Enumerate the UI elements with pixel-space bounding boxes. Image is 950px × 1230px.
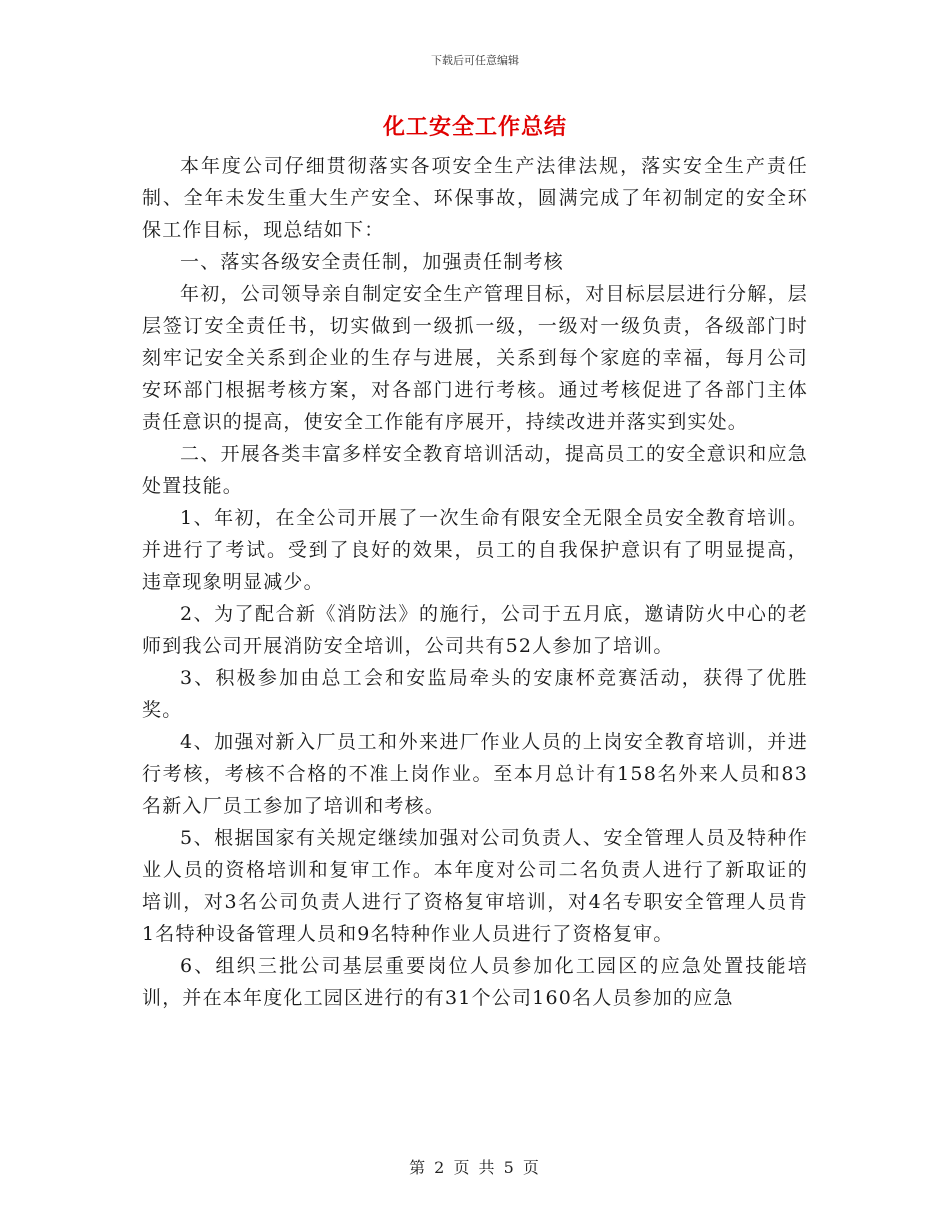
header-note: 下载后可任意编辑	[431, 54, 519, 67]
list-item: 4、加强对新入厂员工和外来进厂作业人员的上岗安全教育培训，并进行考核，考核不合格的不准上岗作业。至本月总计有158名外来人员和83名新入厂员工参加了培训和考核。	[142, 731, 808, 817]
section-heading-2: 二、开展各类丰富多样安全教育培训活动，提高员工的安全意识和应急处置技能。	[142, 443, 808, 497]
paragraph: 年初，公司领导亲自制定安全生产管理目标，对目标层层进行分解，层层签订安全责任书，切实做到一级抓一级，一级对一级负责，各级部门时刻牢记安全关系到企业的生存与进展，关系到每个家庭的幸福，每月公司安环部门根据考核方案，对各部门进行考核。通过考核促进了各部门主体责任意识的提高，使安全工作能有序展开，持续改进并落实到实处。	[142, 283, 808, 433]
list-item: 1、年初，在全公司开展了一次生命有限安全无限全员安全教育培训。并进行了考试。受到了良好的效果，员工的自我保护意识有了明显提高，违章现象明显减少。	[142, 507, 808, 593]
page-number: 第 2 页 共 5 页	[409, 1158, 541, 1177]
document-title: 化工安全工作总结	[382, 114, 567, 140]
list-item: 3、积极参加由总工会和安监局牵头的安康杯竞赛活动，获得了优胜奖。	[142, 667, 808, 721]
list-item: 5、根据国家有关规定继续加强对公司负责人、安全管理人员及特种作业人员的资格培训和复审工作。本年度对公司二名负责人进行了新取证的培训，对3名公司负责人进行了资格复审培训，对4名专职安全管理人员肯1名特种设备管理人员和9名特种作业人员进行了资格复审。	[142, 827, 808, 945]
list-item: 6、组织三批公司基层重要岗位人员参加化工园区的应急处置技能培训，并在本年度化工园区进行的有31个公司160名人员参加的应急	[142, 955, 808, 1009]
section-heading-1: 一、落实各级安全责任制，加强责任制考核	[180, 251, 564, 273]
paragraph-intro: 本年度公司仔细贯彻落实各项安全生产法律法规，落实安全生产责任制、全年未发生重大生产安全、环保事故，圆满完成了年初制定的安全环保工作目标，现总结如下：	[142, 155, 808, 241]
document-body	[142, 150, 808, 1014]
list-item: 2、为了配合新《消防法》的施行，公司于五月底，邀请防火中心的老师到我公司开展消防安全培训，公司共有52人参加了培训。	[142, 603, 808, 657]
